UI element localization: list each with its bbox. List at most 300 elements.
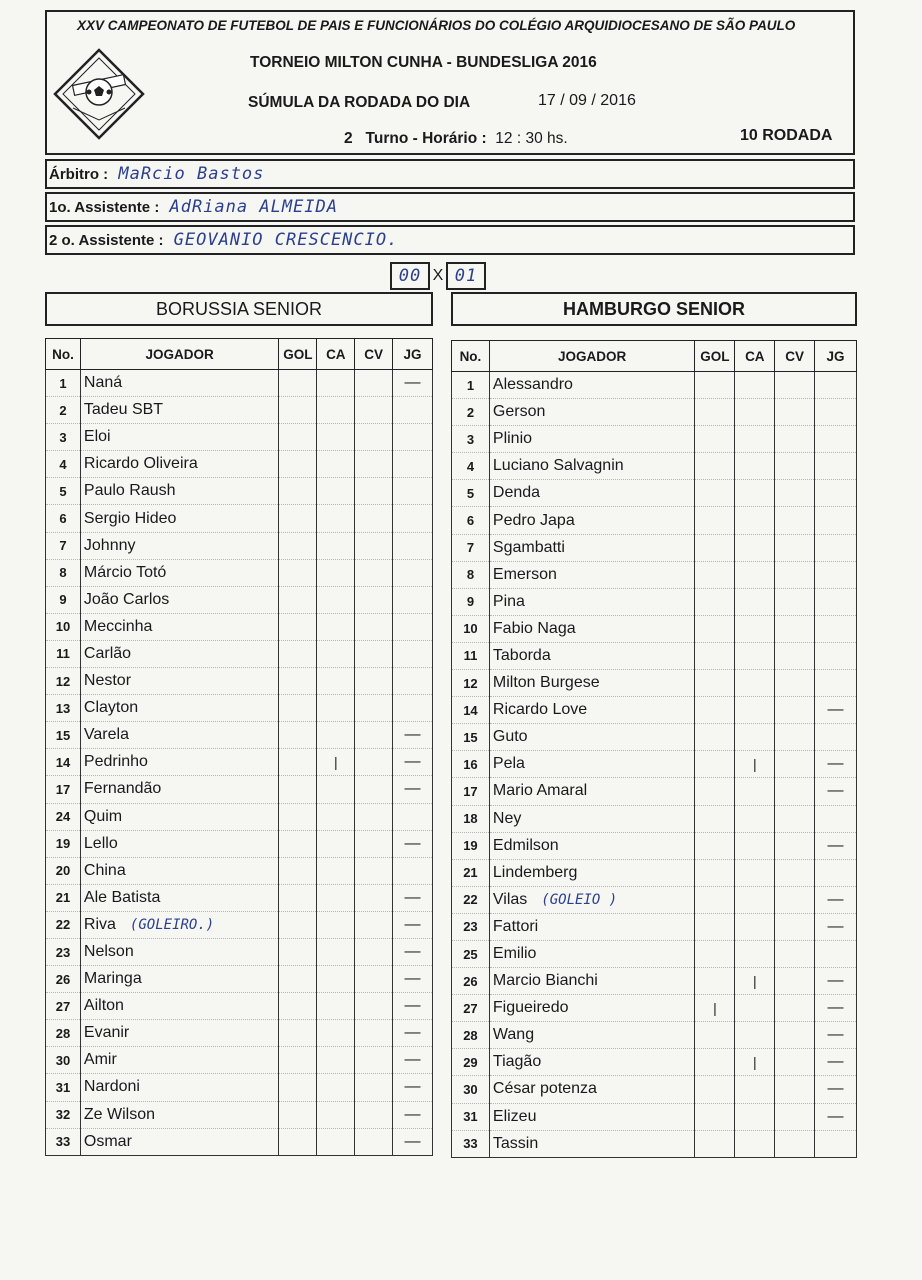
gol-cell — [695, 832, 735, 859]
player-name — [489, 588, 695, 615]
ca-cell — [317, 1101, 355, 1128]
ca-cell — [317, 1020, 355, 1047]
cv-cell — [355, 1128, 393, 1155]
gol-cell — [279, 397, 317, 424]
table-header-row — [452, 341, 857, 372]
ca-cell — [317, 1047, 355, 1074]
col-gol: GOL — [695, 341, 735, 372]
player-number: 5 — [46, 478, 81, 505]
player-name-text: Guto — [492, 728, 528, 746]
cv-cell — [775, 1022, 815, 1049]
table-row — [46, 749, 433, 776]
assistant2-name: GEOVANIO CRESCENCIO. — [173, 230, 399, 250]
player-number: 28 — [46, 1020, 81, 1047]
player-name — [80, 532, 279, 559]
player-name-text: Fernandão — [83, 780, 162, 798]
gol-cell — [695, 805, 735, 832]
player-number: 10 — [452, 615, 490, 642]
gol-cell — [695, 534, 735, 561]
player-name-text: Mario Amaral — [492, 782, 588, 800]
player-name-text: César potenza — [492, 1080, 597, 1098]
ca-cell — [317, 911, 355, 938]
col-jg: JG — [815, 341, 857, 372]
table-row — [46, 451, 433, 478]
gol-cell — [695, 561, 735, 588]
col-cv: CV — [355, 339, 393, 370]
player-number: 15 — [452, 724, 490, 751]
table-row — [452, 670, 857, 697]
ca-cell — [317, 451, 355, 478]
player-name-text: Vilas — [492, 890, 528, 908]
player-name-text: Luciano Salvagnin — [492, 457, 624, 475]
table-row — [46, 776, 433, 803]
player-number: 23 — [46, 938, 81, 965]
table-row — [452, 832, 857, 859]
player-name-text: Ailton — [83, 997, 124, 1015]
jg-cell: — — [815, 778, 857, 805]
ca-cell: | — [317, 749, 355, 776]
cv-cell — [775, 588, 815, 615]
gol-cell — [695, 751, 735, 778]
table-row — [452, 1103, 857, 1130]
player-name-text: Varela — [83, 726, 129, 744]
home-score: 00 — [390, 262, 430, 290]
player-number: 10 — [46, 613, 81, 640]
player-number: 31 — [46, 1074, 81, 1101]
cv-cell — [775, 372, 815, 399]
jg-cell: — — [393, 993, 433, 1020]
player-name — [489, 805, 695, 832]
player-number: 19 — [452, 832, 490, 859]
player-name-text: Lello — [83, 834, 118, 852]
cv-cell — [775, 1103, 815, 1130]
player-name-text: Milton Burgese — [492, 674, 600, 692]
away-score: 01 — [446, 262, 486, 290]
player-number: 1 — [46, 370, 81, 397]
gol-cell — [279, 668, 317, 695]
table-row — [452, 913, 857, 940]
player-name — [80, 857, 279, 884]
jg-cell — [815, 372, 857, 399]
jg-cell — [393, 478, 433, 505]
score-separator: X — [432, 267, 444, 284]
gol-cell — [279, 478, 317, 505]
table-row — [46, 586, 433, 613]
player-name — [489, 561, 695, 588]
player-name — [80, 586, 279, 613]
gol-cell — [279, 993, 317, 1020]
ca-cell — [735, 805, 775, 832]
gol-cell — [279, 1101, 317, 1128]
table-row — [452, 751, 857, 778]
player-name — [80, 938, 279, 965]
player-name — [489, 832, 695, 859]
table-row — [452, 697, 857, 724]
player-name-text: Fabio Naga — [492, 619, 576, 637]
player-name — [80, 993, 279, 1020]
jg-cell: — — [815, 697, 857, 724]
player-number: 24 — [46, 803, 81, 830]
gol-cell — [695, 886, 735, 913]
player-name-text: Emilio — [492, 945, 537, 963]
player-number: 6 — [452, 507, 490, 534]
ca-cell — [317, 559, 355, 586]
cv-cell — [775, 940, 815, 967]
cv-cell — [775, 697, 815, 724]
table-row — [452, 1022, 857, 1049]
cv-cell — [775, 670, 815, 697]
table-row — [46, 938, 433, 965]
col-no: No. — [46, 339, 81, 370]
gol-cell — [279, 1047, 317, 1074]
cv-cell — [775, 534, 815, 561]
player-name-text: Ricardo Love — [492, 701, 588, 719]
table-row — [46, 722, 433, 749]
ca-cell — [317, 668, 355, 695]
player-name — [489, 670, 695, 697]
assistant1-name: AdRiana ALMEIDA — [169, 197, 339, 217]
gol-cell — [279, 559, 317, 586]
ca-cell — [735, 724, 775, 751]
player-name-text: Denda — [492, 484, 541, 502]
jg-cell — [393, 424, 433, 451]
referee-label: Árbitro : — [49, 166, 109, 183]
jg-cell — [815, 507, 857, 534]
player-name — [489, 480, 695, 507]
ca-cell — [317, 884, 355, 911]
player-name — [489, 940, 695, 967]
jg-cell: — — [393, 722, 433, 749]
jg-cell — [393, 668, 433, 695]
score-display — [390, 262, 486, 290]
player-name — [80, 749, 279, 776]
table-row — [452, 968, 857, 995]
table-row — [46, 505, 433, 532]
col-player: JOGADOR — [489, 341, 695, 372]
player-name-text: Eloi — [83, 428, 111, 446]
jg-cell — [815, 859, 857, 886]
player-name-text: Pina — [492, 592, 525, 610]
table-row — [452, 588, 857, 615]
table-row — [452, 642, 857, 669]
player-number: 2 — [452, 399, 490, 426]
player-number: 22 — [46, 911, 81, 938]
player-number: 32 — [46, 1101, 81, 1128]
player-number: 21 — [46, 884, 81, 911]
player-number: 1 — [452, 372, 490, 399]
player-name — [80, 1074, 279, 1101]
cv-cell — [355, 911, 393, 938]
jg-cell — [393, 613, 433, 640]
table-row — [46, 884, 433, 911]
cv-cell — [775, 859, 815, 886]
jg-cell: — — [393, 1074, 433, 1101]
gol-cell — [279, 424, 317, 451]
player-name — [489, 453, 695, 480]
player-number: 9 — [452, 588, 490, 615]
referee-field — [45, 159, 855, 189]
cv-cell — [775, 886, 815, 913]
table-row — [46, 911, 433, 938]
gol-cell — [695, 507, 735, 534]
home-roster-table — [45, 338, 433, 1156]
player-name-text: Paulo Raush — [83, 482, 176, 500]
gol-cell — [695, 1076, 735, 1103]
player-number: 12 — [452, 670, 490, 697]
jg-cell: — — [815, 1049, 857, 1076]
player-name-text: Maringa — [83, 970, 142, 988]
rodada-label: 10 RODADA — [740, 127, 833, 144]
player-name-text: Tadeu SBT — [83, 401, 164, 419]
table-row — [452, 615, 857, 642]
cv-cell — [355, 776, 393, 803]
table-row — [46, 966, 433, 993]
away-roster-table — [451, 340, 857, 1158]
table-row — [46, 1020, 433, 1047]
player-number: 2 — [46, 397, 81, 424]
player-name — [80, 884, 279, 911]
player-name — [489, 886, 695, 913]
player-number: 13 — [46, 695, 81, 722]
player-name-text: Pela — [492, 755, 525, 773]
cv-cell — [355, 1074, 393, 1101]
player-name — [489, 697, 695, 724]
turno-label: Turno - Horário : — [365, 130, 487, 147]
player-name-text: Plinio — [492, 430, 533, 448]
player-name-text: Nestor — [83, 672, 132, 690]
ca-cell — [735, 1103, 775, 1130]
player-name — [80, 505, 279, 532]
ca-cell — [735, 940, 775, 967]
table-row — [452, 480, 857, 507]
jg-cell: — — [393, 1020, 433, 1047]
player-number: 7 — [452, 534, 490, 561]
table-row — [46, 1074, 433, 1101]
cv-cell — [355, 695, 393, 722]
player-number: 21 — [452, 859, 490, 886]
cv-cell — [775, 832, 815, 859]
gol-cell — [279, 776, 317, 803]
jg-cell: — — [815, 886, 857, 913]
jg-cell: — — [393, 776, 433, 803]
player-number: 5 — [452, 480, 490, 507]
col-player: JOGADOR — [80, 339, 279, 370]
ca-cell — [735, 1022, 775, 1049]
player-number: 9 — [46, 586, 81, 613]
player-name — [489, 426, 695, 453]
jg-cell: — — [815, 1022, 857, 1049]
cv-cell — [775, 1130, 815, 1157]
ca-cell — [317, 532, 355, 559]
player-name — [80, 695, 279, 722]
cv-cell — [775, 615, 815, 642]
player-name-text: Nelson — [83, 943, 134, 961]
table-row — [452, 995, 857, 1022]
cv-cell — [355, 613, 393, 640]
player-name-text: Lindemberg — [492, 863, 578, 881]
jg-cell — [815, 615, 857, 642]
cv-cell — [355, 966, 393, 993]
cv-cell — [355, 370, 393, 397]
gol-cell — [695, 642, 735, 669]
ca-cell — [317, 722, 355, 749]
player-name — [80, 559, 279, 586]
ca-cell — [317, 397, 355, 424]
player-name — [489, 913, 695, 940]
player-number: 4 — [46, 451, 81, 478]
player-name-text: Márcio Totó — [83, 563, 167, 581]
player-name-text: Ze Wilson — [83, 1105, 156, 1123]
ca-cell — [317, 586, 355, 613]
jg-cell: — — [393, 1047, 433, 1074]
cv-cell — [775, 724, 815, 751]
cv-cell — [775, 642, 815, 669]
ca-cell — [317, 830, 355, 857]
cv-cell — [355, 722, 393, 749]
player-name-text: Emerson — [492, 565, 557, 583]
player-name-text: Johnny — [83, 536, 136, 554]
table-row — [46, 1128, 433, 1155]
gol-cell — [695, 453, 735, 480]
col-gol: GOL — [279, 339, 317, 370]
player-number: 33 — [46, 1128, 81, 1155]
table-row — [452, 1130, 857, 1157]
table-row — [46, 695, 433, 722]
jg-cell — [815, 561, 857, 588]
gol-cell — [695, 940, 735, 967]
gol-cell — [695, 913, 735, 940]
table-row — [46, 640, 433, 667]
jg-cell — [815, 453, 857, 480]
table-row — [46, 424, 433, 451]
player-number: 15 — [46, 722, 81, 749]
table-row — [452, 859, 857, 886]
player-name — [80, 613, 279, 640]
player-name-text: Elizeu — [492, 1107, 537, 1125]
ca-cell — [735, 832, 775, 859]
player-number: 33 — [452, 1130, 490, 1157]
ca-cell: | — [735, 968, 775, 995]
player-name — [80, 803, 279, 830]
ca-cell — [735, 886, 775, 913]
jg-cell — [815, 1130, 857, 1157]
table-row — [452, 805, 857, 832]
player-name-text: Figueiredo — [492, 999, 569, 1017]
ca-cell — [735, 399, 775, 426]
cv-cell — [355, 749, 393, 776]
ca-cell — [317, 776, 355, 803]
jg-cell — [815, 426, 857, 453]
cv-cell — [775, 507, 815, 534]
player-number: 30 — [46, 1047, 81, 1074]
table-row — [46, 532, 433, 559]
cv-cell — [775, 561, 815, 588]
cv-cell — [355, 1047, 393, 1074]
jg-cell: — — [815, 968, 857, 995]
gol-cell — [695, 968, 735, 995]
table-row — [452, 507, 857, 534]
jg-cell — [393, 532, 433, 559]
player-number: 17 — [452, 778, 490, 805]
player-name — [489, 1103, 695, 1130]
gol-cell — [279, 505, 317, 532]
ca-cell — [735, 372, 775, 399]
ca-cell: | — [735, 1049, 775, 1076]
player-name — [489, 1022, 695, 1049]
ca-cell — [317, 424, 355, 451]
jg-cell: — — [393, 911, 433, 938]
player-name-text: João Carlos — [83, 590, 170, 608]
match-date: 17 / 09 / 2016 — [538, 92, 636, 109]
table-row — [46, 830, 433, 857]
ca-cell — [317, 966, 355, 993]
player-name — [489, 1049, 695, 1076]
ca-cell — [735, 426, 775, 453]
player-name-text: China — [83, 861, 126, 879]
gol-cell — [279, 749, 317, 776]
gol-cell — [279, 911, 317, 938]
jg-cell — [393, 397, 433, 424]
jg-cell: — — [393, 1101, 433, 1128]
gol-cell — [279, 532, 317, 559]
gol-cell — [279, 695, 317, 722]
gol-cell — [695, 1130, 735, 1157]
player-number: 3 — [46, 424, 81, 451]
ca-cell — [317, 993, 355, 1020]
gol-cell — [279, 803, 317, 830]
player-number: 18 — [452, 805, 490, 832]
ca-cell — [735, 778, 775, 805]
player-name-text: Evanir — [83, 1024, 130, 1042]
cv-cell — [775, 995, 815, 1022]
col-no: No. — [452, 341, 490, 372]
table-row — [452, 886, 857, 913]
jg-cell: — — [393, 749, 433, 776]
referee-name: MaRcio Bastos — [118, 164, 265, 184]
ca-cell — [735, 995, 775, 1022]
table-row — [452, 534, 857, 561]
gol-cell: | — [695, 995, 735, 1022]
player-name — [489, 778, 695, 805]
player-name — [80, 1020, 279, 1047]
cv-cell — [775, 1076, 815, 1103]
player-name-text: Wang — [492, 1026, 535, 1044]
player-number: 8 — [452, 561, 490, 588]
jg-cell — [393, 451, 433, 478]
gol-cell — [279, 938, 317, 965]
gol-cell — [279, 370, 317, 397]
col-ca: CA — [317, 339, 355, 370]
cv-cell — [355, 451, 393, 478]
jg-cell: — — [815, 1076, 857, 1103]
player-number: 26 — [452, 968, 490, 995]
player-name — [489, 399, 695, 426]
turno-number: 2 — [344, 130, 353, 147]
table-row — [452, 453, 857, 480]
championship-title: XXV CAMPEONATO DE FUTEBOL DE PAIS E FUNCIONÁRIOS DO COLÉGIO ARQUIDIOCESANO DE SÃO PAULO — [77, 18, 796, 33]
player-name-text: Pedro Japa — [492, 511, 575, 529]
ca-cell — [735, 670, 775, 697]
player-name-text: Gerson — [492, 403, 546, 421]
gol-cell — [695, 399, 735, 426]
cv-cell — [775, 968, 815, 995]
club-logo-icon — [51, 46, 147, 142]
jg-cell — [815, 805, 857, 832]
cv-cell — [355, 559, 393, 586]
table-row — [452, 724, 857, 751]
jg-cell — [815, 940, 857, 967]
cv-cell — [355, 478, 393, 505]
